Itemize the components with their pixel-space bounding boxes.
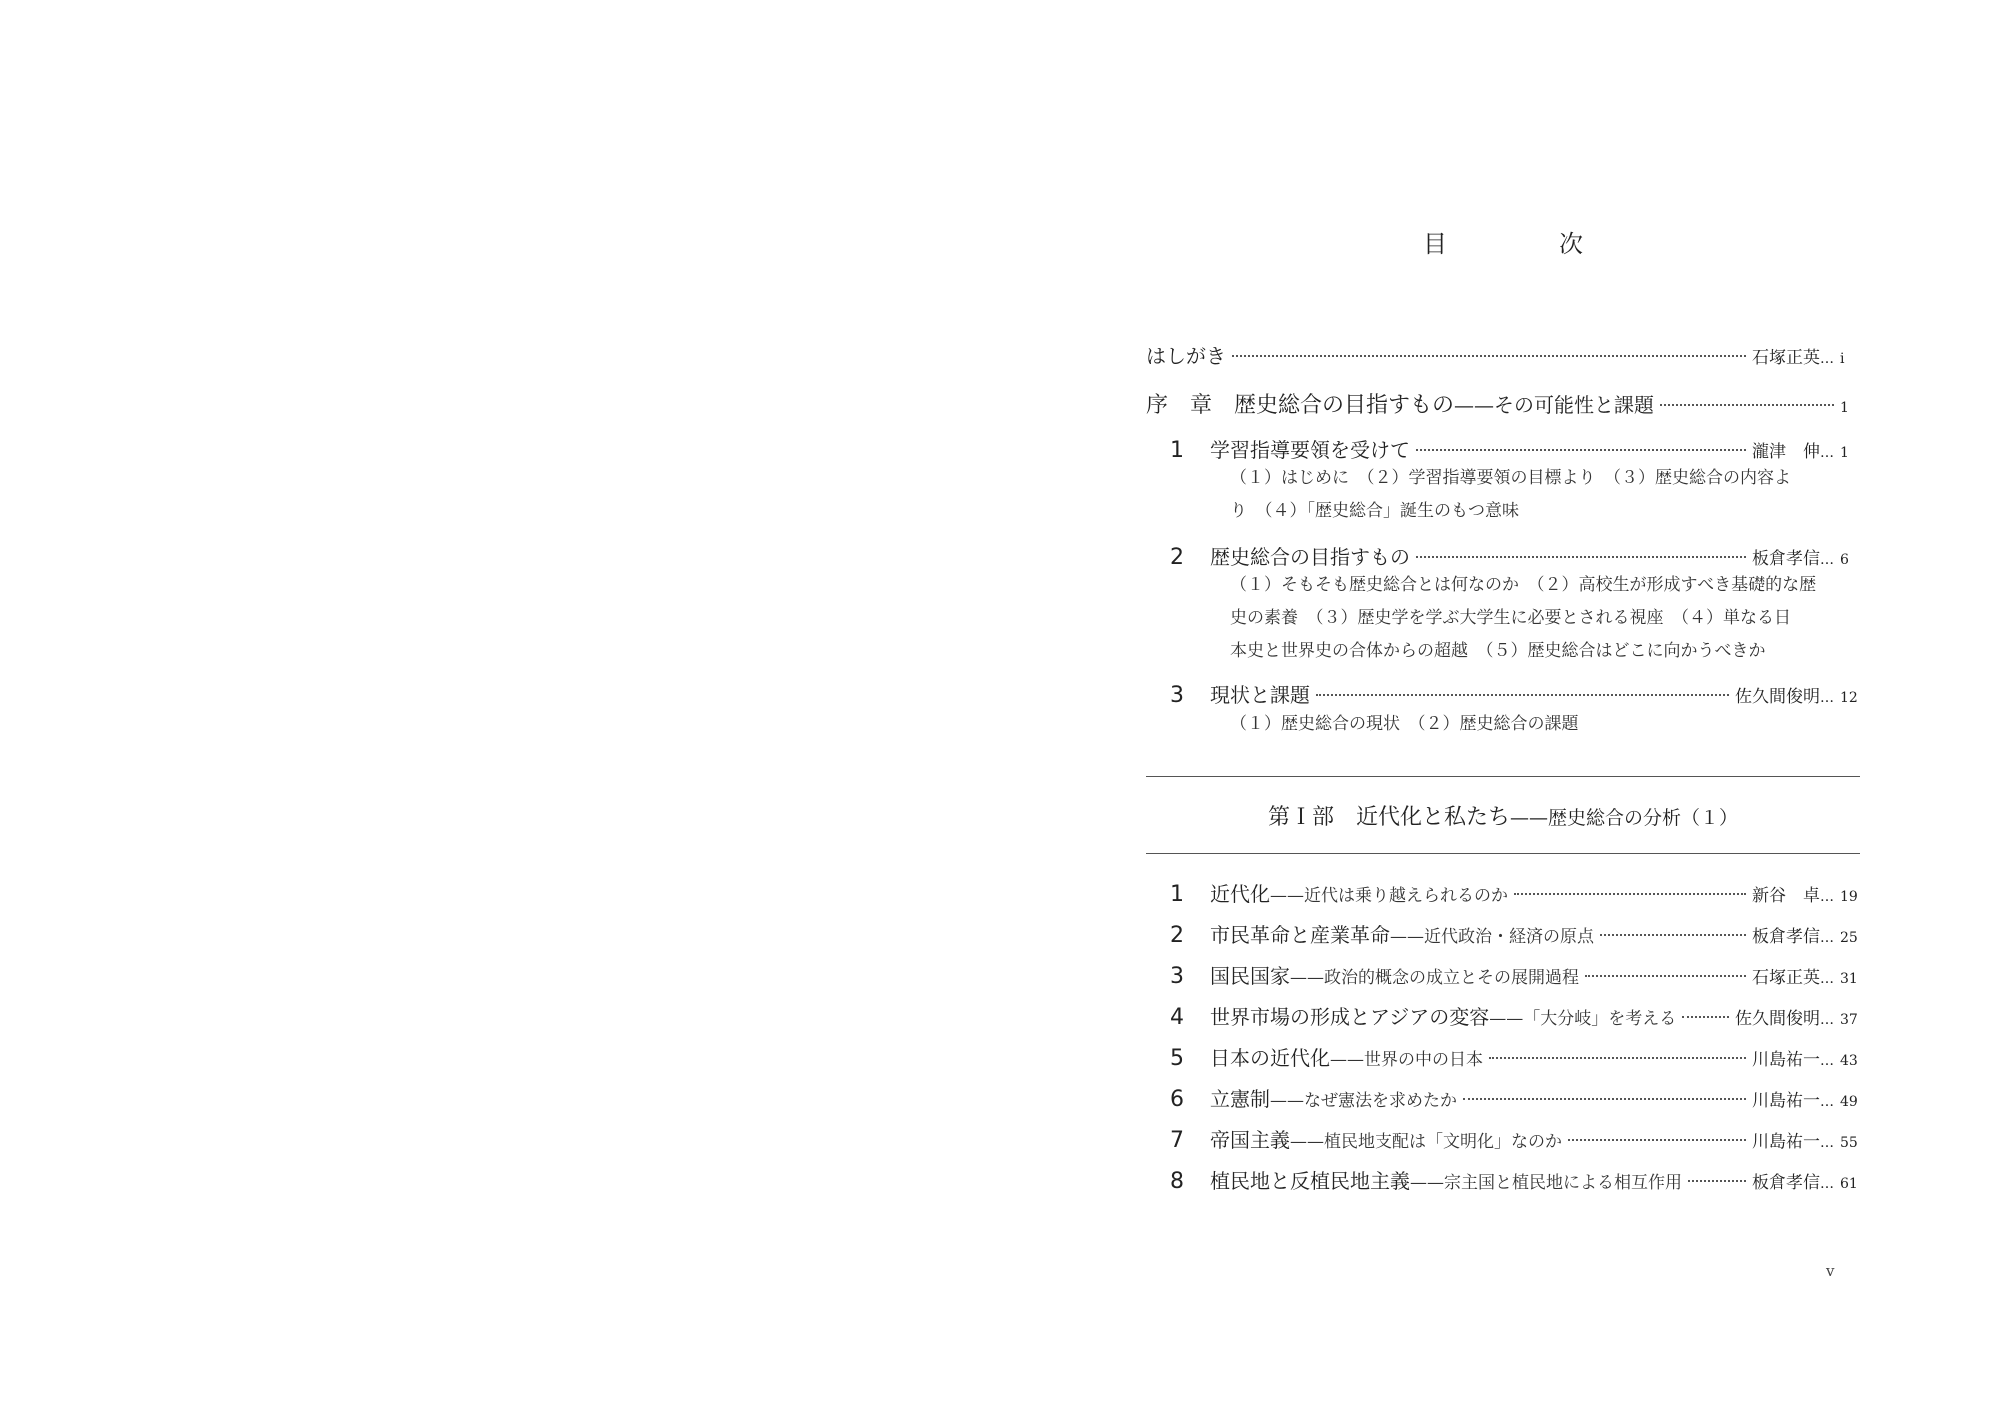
- section-author: 佐久間俊明: [1735, 687, 1820, 707]
- chapter-number: 5: [1170, 1046, 1184, 1071]
- toc-chapter-1[interactable]: 1 近代化 ——近代は乗り越えられるのか 新谷 卓 … 19: [1146, 878, 1860, 907]
- chapter-page: 25: [1840, 930, 1858, 946]
- chapter-author: 石塚正英: [1752, 968, 1820, 988]
- subheading-line: り （４）「歴史総合」誕生のもつ意味: [1230, 501, 1519, 521]
- chapter-subtitle: ——植民地支配は「文明化」なのか: [1290, 1132, 1562, 1152]
- chapter-title: 国民国家: [1210, 964, 1290, 988]
- subheading-line: （１）そもそも歴史総合とは何なのか （２）高校生が形成すべき基礎的な歴: [1230, 575, 1817, 595]
- part-rule-bottom: [1146, 853, 1860, 854]
- chapter-title: 世界市場の形成とアジアの変容: [1210, 1005, 1490, 1029]
- toc-chapter-2[interactable]: 2 市民革命と産業革命 ——近代政治・経済の原点 板倉孝信 … 25: [1146, 919, 1860, 948]
- toc-section-1[interactable]: 1 学習指導要領を受けて 瀧津 伸 … 1: [1146, 434, 1860, 463]
- page-number: v: [1826, 1262, 1835, 1280]
- leader-dots: [1416, 449, 1746, 451]
- part-label: 第Ｉ部 近代化と私たち: [1267, 805, 1510, 830]
- section-subheadings: [1230, 708, 1860, 741]
- part-heading: [1146, 800, 1860, 831]
- chapter-page: 55: [1840, 1135, 1858, 1151]
- chapter-title: 立憲制: [1210, 1087, 1270, 1111]
- leader-dots: [1489, 1057, 1746, 1059]
- subheading-line: （１）歴史総合の現状 （２）歴史総合の課題: [1230, 714, 1579, 734]
- part-subtitle: ——歴史総合の分析（１）: [1510, 807, 1739, 829]
- toc-chapter-6[interactable]: 6 立憲制 ——なぜ憲法を求めたか 川島祐一 … 49: [1146, 1083, 1860, 1112]
- chapter-number: 8: [1170, 1169, 1184, 1194]
- section-page: 12: [1840, 690, 1858, 706]
- chapter-subtitle: ——近代政治・経済の原点: [1390, 927, 1594, 947]
- toc-title: 目 次: [1423, 230, 1627, 258]
- chapter-author: 佐久間俊明: [1735, 1009, 1820, 1029]
- chapter-subtitle: ——政治的概念の成立とその展開過程: [1290, 968, 1579, 988]
- section-number: 2: [1170, 545, 1184, 570]
- chapter-author: 板倉孝信: [1752, 1173, 1820, 1193]
- section-subheadings: [1230, 462, 1860, 528]
- chapter-title: 市民革命と産業革命: [1210, 923, 1390, 947]
- chapter-number: 2: [1170, 923, 1184, 948]
- subheading-line: （１）はじめに （２）学習指導要領の目標より （３）歴史総合の内容よ: [1230, 468, 1791, 488]
- leader-dots: [1463, 1098, 1746, 1100]
- chapter-number: 6: [1170, 1087, 1184, 1112]
- section-author: 板倉孝信: [1752, 549, 1820, 569]
- toc-chapter-7[interactable]: 7 帝国主義 ——植民地支配は「文明化」なのか 川島祐一 … 55: [1146, 1124, 1860, 1153]
- chapter-page: 61: [1840, 1176, 1858, 1192]
- section-title: 現状と課題: [1210, 683, 1310, 707]
- subheading-line: 史の素養 （３）歴史学を学ぶ大学生に必要とされる視座 （４）単なる日: [1230, 608, 1791, 628]
- toc-section-2[interactable]: 2 歴史総合の目指すもの 板倉孝信 … 6: [1146, 541, 1860, 570]
- leader-dots: [1585, 975, 1746, 977]
- entry-page: 1: [1840, 400, 1849, 416]
- chapter-page: 43: [1840, 1053, 1858, 1069]
- chapter-page: 37: [1840, 1012, 1858, 1028]
- chapter-page: 19: [1840, 889, 1858, 905]
- leader-dots: [1316, 694, 1729, 696]
- chapter-page: 31: [1840, 971, 1858, 987]
- section-number: 1: [1170, 438, 1184, 463]
- chapter-subtitle: ——世界の中の日本: [1330, 1050, 1483, 1070]
- toc-entry-intro[interactable]: [1146, 388, 1860, 419]
- chapter-author: 川島祐一: [1752, 1050, 1820, 1070]
- entry-title: はしがき: [1146, 344, 1226, 368]
- chapter-title: 植民地と反植民地主義: [1210, 1169, 1410, 1193]
- toc-chapter-8[interactable]: 8 植民地と反植民地主義 ——宗主国と植民地による相互作用 板倉孝信 … 61: [1146, 1165, 1860, 1194]
- chapter-number: 3: [1170, 964, 1184, 989]
- entry-title: 歴史総合の目指すもの: [1234, 393, 1455, 418]
- toc-page: [1146, 0, 1860, 1416]
- toc-chapter-4[interactable]: 4 世界市場の形成とアジアの変容 ——「大分岐」を考える 佐久間俊明 … 37: [1146, 1001, 1860, 1030]
- chapter-title: 帝国主義: [1210, 1128, 1290, 1152]
- chapter-author: 川島祐一: [1752, 1091, 1820, 1111]
- entry-subtitle: ——その可能性と課題: [1454, 393, 1655, 417]
- chapter-subtitle: ——なぜ憲法を求めたか: [1270, 1091, 1457, 1111]
- chapter-subtitle: ——宗主国と植民地による相互作用: [1410, 1173, 1682, 1193]
- entry-label: 序 章: [1146, 393, 1213, 418]
- toc-chapter-3[interactable]: 3 国民国家 ——政治的概念の成立とその展開過程 石塚正英 … 31: [1146, 960, 1860, 989]
- toc-entry-preface[interactable]: はしがき 石塚正英 … i: [1146, 340, 1860, 369]
- section-page: 6: [1840, 552, 1849, 568]
- entry-author: 石塚正英: [1752, 348, 1820, 368]
- entry-page: i: [1840, 351, 1845, 367]
- leader-dots: [1232, 355, 1746, 357]
- chapter-page: 49: [1840, 1094, 1858, 1110]
- chapter-title: 近代化: [1210, 882, 1270, 906]
- part-rule-top: [1146, 776, 1860, 777]
- toc-section-3[interactable]: 3 現状と課題 佐久間俊明 … 12: [1146, 679, 1860, 708]
- leader-dots: [1568, 1139, 1746, 1141]
- chapter-number: 7: [1170, 1128, 1184, 1153]
- toc-chapter-5[interactable]: 5 日本の近代化 ——世界の中の日本 川島祐一 … 43: [1146, 1042, 1860, 1071]
- leader-dots: [1514, 893, 1746, 895]
- section-page: 1: [1840, 445, 1849, 461]
- leader-dots: [1416, 556, 1746, 558]
- leader-dots: [1600, 934, 1746, 936]
- leader-dots: [1660, 404, 1834, 406]
- chapter-author: 川島祐一: [1752, 1132, 1820, 1152]
- chapter-number: 1: [1170, 882, 1184, 907]
- section-number: 3: [1170, 683, 1184, 708]
- section-subheadings: [1230, 569, 1860, 668]
- leader-dots: [1688, 1180, 1746, 1182]
- chapter-title: 日本の近代化: [1210, 1046, 1330, 1070]
- chapter-author: 板倉孝信: [1752, 927, 1820, 947]
- section-title: 学習指導要領を受けて: [1210, 438, 1410, 462]
- leader-dots: [1682, 1016, 1729, 1018]
- chapter-subtitle: ——「大分岐」を考える: [1489, 1009, 1677, 1029]
- subheading-line: 本史と世界史の合体からの超越 （５）歴史総合はどこに向かうべきか: [1230, 641, 1766, 661]
- chapter-number: 4: [1170, 1005, 1184, 1030]
- chapter-subtitle: ——近代は乗り越えられるのか: [1270, 886, 1508, 906]
- section-author: 瀧津 伸: [1752, 442, 1820, 462]
- chapter-author: 新谷 卓: [1752, 886, 1820, 906]
- section-title: 歴史総合の目指すもの: [1210, 545, 1410, 569]
